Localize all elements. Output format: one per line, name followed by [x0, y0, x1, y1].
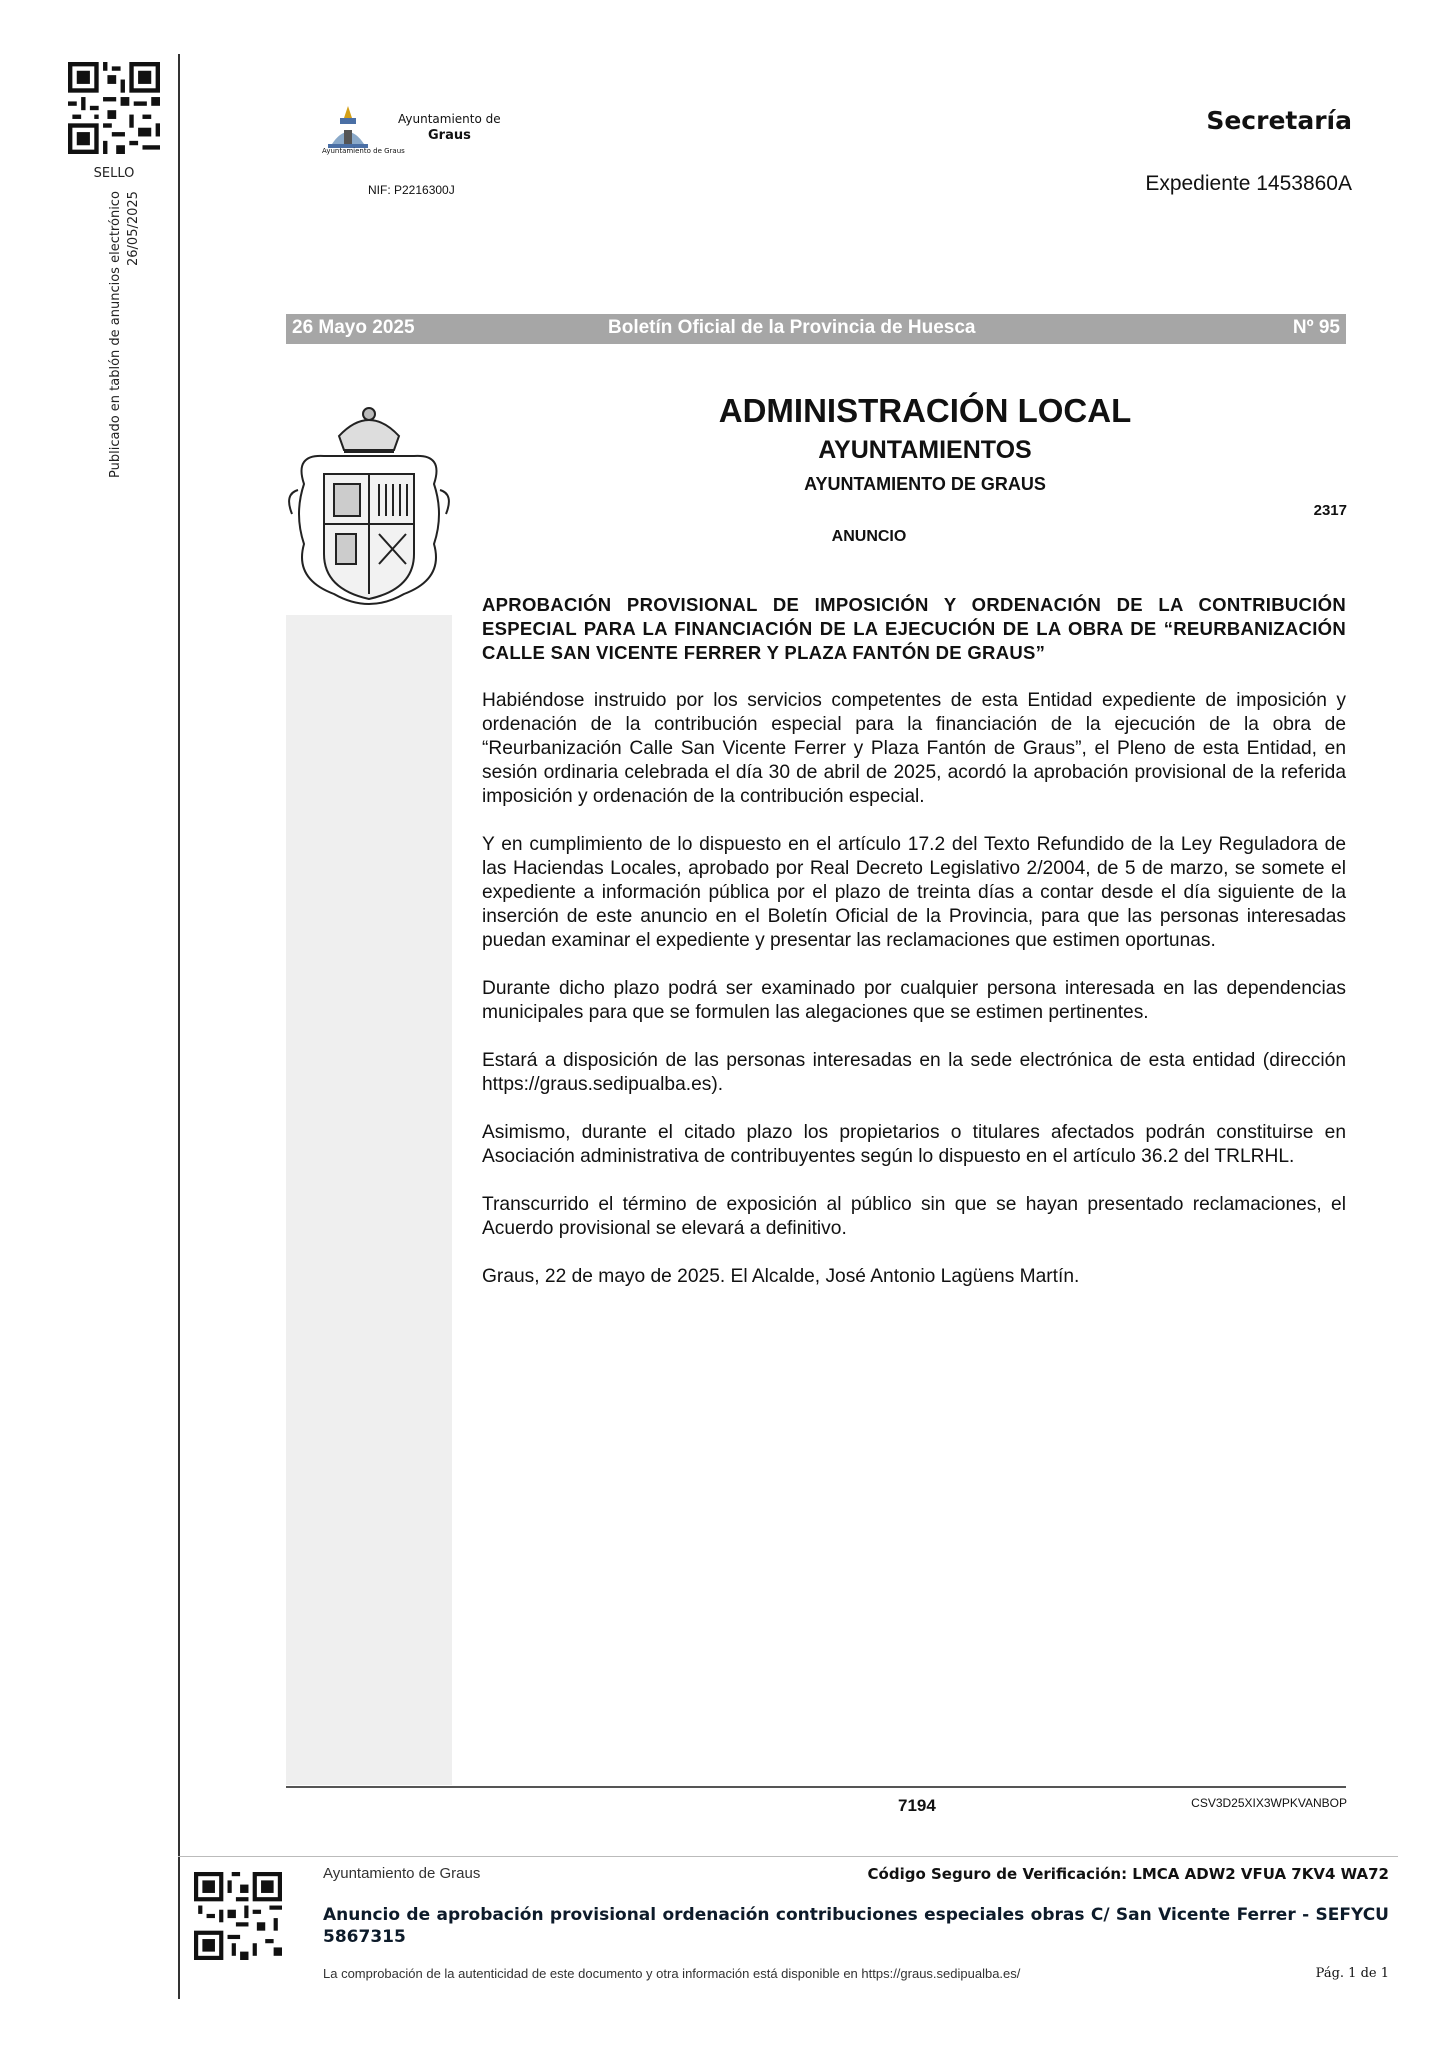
bop-footer-rule — [286, 1786, 1346, 1788]
paragraph: Estará a disposición de las personas interesadas en la sede electrónica de esta entidad (dirección https://graus.sedipualba.es). — [482, 1050, 1346, 1095]
document-subject: Anuncio de aprobación provisional ordenación contribuciones especiales obras C/ San Vicente Ferrer - SEFYCU 5867315 — [323, 1905, 1389, 1947]
left-gray-column — [286, 615, 452, 1785]
notice-body — [482, 593, 1346, 1313]
bop-page-number: 7194 — [898, 1796, 936, 1815]
paragraph: Y en cumplimiento de lo dispuesto en el artículo 17.2 del Texto Refundido de la Ley Reguladora de las Haciendas Locales, aprobado por Real Decreto Legislativo 2/2004, de 5 de marzo, se somete el expediente a información pública por el plazo de treinta días a contar desde el día siguiente de la inserción de este anuncio en el Boletín Oficial de la Provincia, para que las personas interesadas puedan examinar el expediente y presentar las reclamaciones que estimen oportunas. — [482, 834, 1346, 951]
logo-text-line1: Ayuntamiento de — [398, 112, 501, 126]
verification-note: La comprobación de la autenticidad de este documento y otra información está disponible en https://graus.sedipualba.es/ — [323, 1966, 1021, 1981]
published-label: Publicado en tablón de anuncios electrónico — [108, 191, 123, 478]
bop-number: Nº 95 — [1292, 317, 1340, 338]
heading-administracion-local: ADMINISTRACIÓN LOCAL — [718, 392, 1132, 429]
heading-ayuntamientos: AYUNTAMIENTOS — [818, 436, 1032, 464]
nif: NIF: P2216300J — [368, 183, 455, 197]
published-date: 26/05/2025 — [126, 191, 141, 266]
paragraph: Durante dicho plazo podrá ser examinado por cualquier persona interesada en las dependencias municipales para que se formulen las alegaciones que se estimen pertinentes. — [482, 978, 1346, 1023]
notice-title: APROBACIÓN PROVISIONAL DE IMPOSICIÓN Y ORDENACIÓN DE LA CONTRIBUCIÓN ESPECIAL PARA LA FINANCIACIÓN DE LA EJECUCIÓN DE LA OBRA DE “REURBANIZACIÓN CALLE SAN VICENTE FERRER Y PLAZA FANTÓN DE GRAUS” — [482, 594, 1346, 663]
signature-line: Graus, 22 de mayo de 2025. El Alcalde, José Antonio Lagüens Martín. — [482, 1266, 1080, 1287]
notice-type: ANUNCIO — [831, 528, 907, 545]
bop-date: 26 Mayo 2025 — [292, 317, 415, 338]
expediente: Expediente 1453860A — [1145, 172, 1352, 195]
margin-rule — [178, 54, 180, 1999]
logo-caption: Ayuntamiento de Graus — [322, 147, 405, 155]
bop-title: Boletín Oficial de la Provincia de Huesca — [608, 317, 976, 338]
verification-code: Código Seguro de Verificación: LMCA ADW2 VFUA 7KV4 WA72 — [867, 1865, 1389, 1883]
paragraph: Transcurrido el término de exposición al público sin que se hayan presentado reclamaciones, el Acuerdo provisional se elevará a definitivo. — [482, 1194, 1346, 1239]
paragraph: Habiéndose instruido por los servicios competentes de esta Entidad expediente de imposición y ordenación de la contribución especial para la financiación de la ejecución de la obra de “Reurbanización Calle San Vicente Ferrer y Plaza Fantón de Graus”, el Pleno de esta Entidad, en sesión ordinaria celebrada el día 30 de abril de 2025, acordó la aprobación provisional de la referida imposición y ordenación de la contribución especial. — [482, 690, 1346, 807]
section-title: Secretaría — [1206, 106, 1352, 135]
bop-band — [286, 314, 1346, 344]
logo-text-line2: Graus — [428, 128, 471, 143]
page-indicator: Pág. 1 de 1 — [1315, 1966, 1389, 1981]
qr-code-bottom — [194, 1872, 282, 1960]
qr-code-top — [68, 62, 160, 154]
paragraph: Asimismo, durante el citado plazo los propietarios o titulares afectados podrán constituirse en Asociación administrativa de contribuyentes según lo dispuesto en el artículo 36.2 del TRLRHL. — [482, 1122, 1346, 1167]
coat-of-arms-icon — [284, 394, 454, 616]
footer-entity: Ayuntamiento de Graus — [323, 1865, 481, 1882]
heading-ayuntamiento-graus: AYUNTAMIENTO DE GRAUS — [804, 474, 1046, 494]
sello-label: SELLO — [93, 166, 135, 181]
footer-rule — [178, 1856, 1398, 1857]
notice-reference: 2317 — [1313, 502, 1347, 519]
bop-csv: CSV3D25XIX3WPKVANBOP — [1191, 1796, 1347, 1810]
